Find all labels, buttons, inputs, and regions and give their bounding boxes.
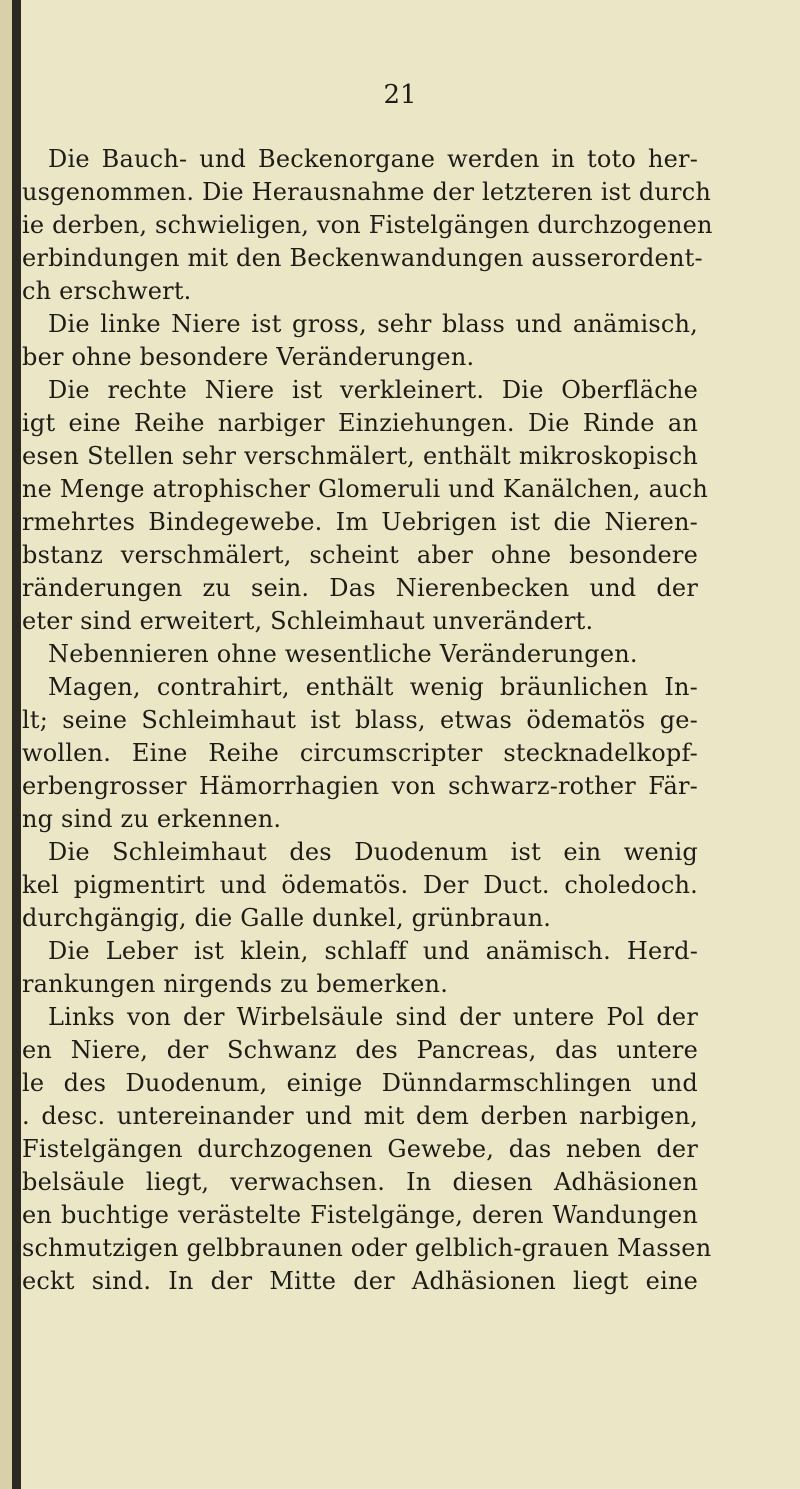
text-line: kel pigmentirt und ödematös. Der Duct. choledoch. [22, 871, 698, 899]
text-line: erbengrosser Hämorrhagien von schwarz-rother Fär- [22, 772, 698, 800]
body-text [22, 143, 713, 1298]
text-line: igt eine Reihe narbiger Einziehungen. Die Rinde an [22, 409, 698, 437]
text-line: wollen. Eine Reihe circumscripter stecknadelkopf- [22, 739, 698, 767]
text-line: erbindungen mit den Beckenwandungen ausserordent- [22, 244, 703, 272]
text-line: ne Menge atrophischer Glomeruli und Kanälchen, auch [22, 475, 709, 503]
book-binding [0, 0, 12, 1489]
text-line: ng sind zu erkennen. [22, 805, 282, 833]
text-line: ber ohne besondere Veränderungen. [22, 343, 475, 371]
text-line: Die linke Niere ist gross, sehr blass und anämisch, [48, 310, 698, 338]
text-line: eckt sind. In der Mitte der Adhäsionen liegt eine [22, 1267, 698, 1295]
text-line: Nebennieren ohne wesentliche Veränderungen. [48, 640, 638, 668]
page-number: 21 [383, 80, 417, 110]
text-line: ch erschwert. [22, 277, 192, 305]
text-line: lt; seine Schleimhaut ist blass, etwas ödematös ge- [22, 706, 698, 734]
page-gutter-shadow [12, 0, 21, 1489]
text-line: rankungen nirgends zu bemerken. [22, 970, 449, 998]
text-line: Die Leber ist klein, schlaff und anämisch. Herd- [48, 937, 698, 965]
text-line: Die Schleimhaut des Duodenum ist ein wenig [48, 838, 698, 866]
text-line: le des Duodenum, einige Dünndarmschlingen und [22, 1069, 698, 1097]
text-line: rmehrtes Bindegewebe. Im Uebrigen ist die Nieren- [22, 508, 698, 536]
text-line: Magen, contrahirt, enthält wenig bräunlichen In- [48, 673, 698, 701]
text-line: Links von der Wirbelsäule sind der untere Pol der [48, 1003, 698, 1031]
text-line: en buchtige verästelte Fistelgänge, deren Wandungen [22, 1201, 698, 1229]
text-line: Die Bauch- und Beckenorgane werden in toto her- [48, 145, 698, 173]
text-line: bstanz verschmälert, scheint aber ohne besondere [22, 541, 698, 569]
text-line: esen Stellen sehr verschmälert, enthält mikroskopisch [22, 442, 698, 470]
text-line: . desc. untereinander und mit dem derben narbigen, [22, 1102, 698, 1130]
text-line: schmutzigen gelbbraunen oder gelblich-grauen Massen [22, 1234, 712, 1262]
text-line: ie derben, schwieligen, von Fistelgängen durchzogenen [22, 211, 713, 239]
text-line: usgenommen. Die Herausnahme der letzteren ist durch [22, 178, 712, 206]
text-line: belsäule liegt, verwachsen. In diesen Adhäsionen [22, 1168, 698, 1196]
text-line: ränderungen zu sein. Das Nierenbecken und der [22, 574, 698, 602]
text-line: en Niere, der Schwanz des Pancreas, das untere [22, 1036, 698, 1064]
text-line: durchgängig, die Galle dunkel, grünbraun. [22, 904, 552, 932]
text-line: Die rechte Niere ist verkleinert. Die Oberfläche [48, 376, 698, 404]
text-line: Fistelgängen durchzogenen Gewebe, das neben der [22, 1135, 698, 1163]
text-line: eter sind erweitert, Schleimhaut unverändert. [22, 607, 594, 635]
